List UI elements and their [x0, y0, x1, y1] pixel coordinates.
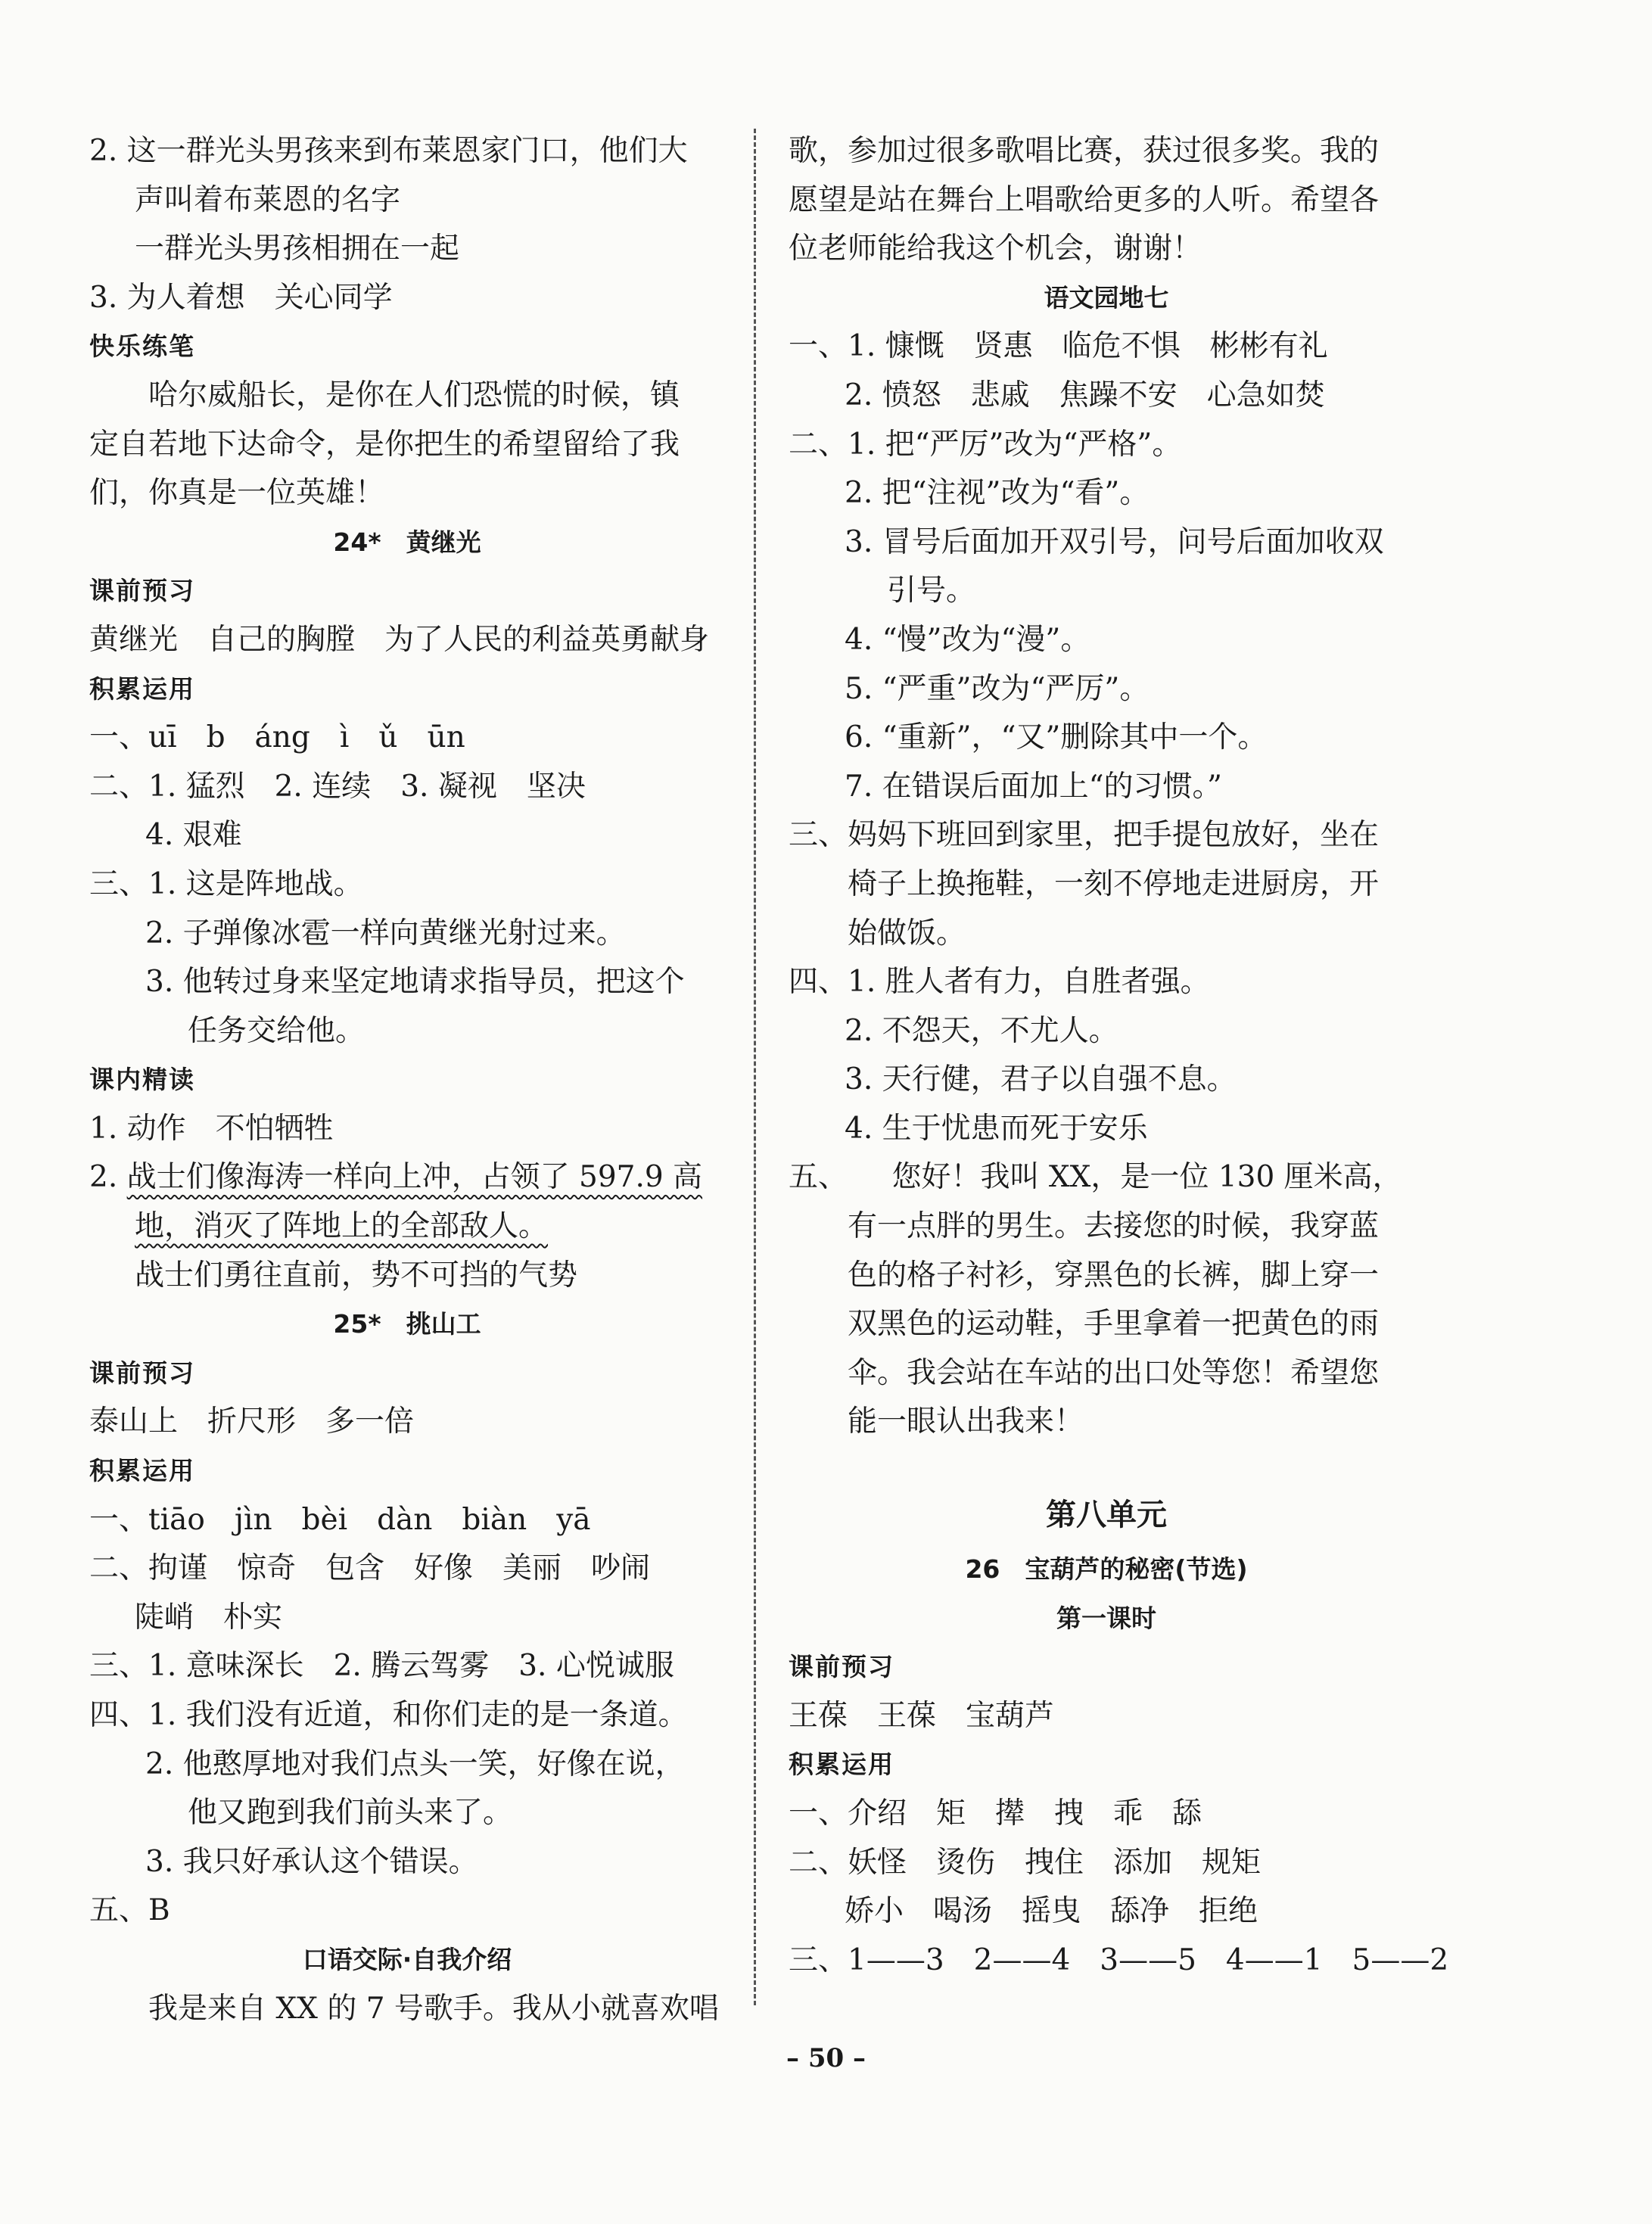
section-title: 语文园地七: [1044, 282, 1169, 313]
text-line: 歌，参加过很多歌唱比赛，获过很多奖。我的: [789, 134, 1380, 168]
text-line: 引号。: [887, 574, 976, 608]
text-line: 三、1. 这是阵地战。: [89, 866, 363, 901]
page-number: – 50 –: [786, 2043, 866, 2073]
column-divider: [754, 129, 756, 2005]
text-line: 4. 生于忧患而死于安乐: [845, 1111, 1148, 1146]
text-line: 王葆 王葆 宝葫芦: [789, 1698, 1055, 1733]
text-line: 我是来自 XX 的 7 号歌手。我从小就喜欢唱: [148, 1991, 719, 2026]
text-line: 们，你真是一位英雄！: [89, 476, 385, 511]
text-line: 6. “重新”，“又”删除其中一个。: [845, 720, 1268, 755]
text-line: 一、tiāo jìn bèi dàn biàn yā: [89, 1502, 591, 1537]
text-line: 四、1. 我们没有近道，和你们走的是一条道。: [89, 1698, 688, 1732]
text-line: 他又跑到我们前头来了。: [188, 1796, 513, 1831]
text-line: 定自若地下达命令，是你把生的希望留给了我: [89, 427, 680, 462]
text-line: [89, 1202, 725, 1252]
text-line: 一群光头男孩相拥在一起: [135, 232, 460, 266]
lesson-title: 26 宝葫芦的秘密(节选): [965, 1554, 1248, 1585]
section-title: 口语交际·自我介绍: [302, 1944, 512, 1974]
section-label: 课前预习: [789, 1652, 894, 1682]
text-line: 一、1. 慷慨 贤惠 临危不惧 彬彬有礼: [789, 329, 1328, 364]
spacer: [789, 1447, 1424, 1477]
text-line: 4. “慢”改为“漫”。: [845, 622, 1090, 657]
text-line: 战士们勇往直前，势不可挡的气势: [135, 1258, 578, 1292]
item-number: 2.: [89, 1160, 127, 1195]
unit-title: 第八单元: [1046, 1498, 1167, 1533]
underlined-answer: 地，消灭了阵地上的全部敌人。: [135, 1209, 549, 1244]
text-line: 有一点胖的男生。去接您的时候，我穿蓝: [848, 1209, 1380, 1244]
lesson-title: 24* 黄继光: [333, 527, 481, 557]
text-line: 3. 冒号后面加开双引号，问号后面加收双: [845, 524, 1384, 559]
section-label: 积累运用: [789, 1750, 894, 1780]
text-line: 7. 在错误后面加上“的习惯。”: [845, 769, 1222, 804]
section-label: 积累运用: [89, 1456, 195, 1486]
text-line: 2. 愤怒 悲戚 焦躁不安 心急如焚: [845, 378, 1325, 412]
underlined-answer: 战士们像海涛一样向上冲，占领了 597.9 高: [126, 1160, 703, 1195]
text-line: 声叫着布莱恩的名字: [135, 182, 401, 217]
left-column: [89, 127, 725, 2033]
text-line: 椅子上换拖鞋，一刻不停地走进厨房，开: [848, 866, 1380, 901]
text-line: 五、 您好！我叫 XX，是一位 130 厘米高，: [789, 1160, 1402, 1195]
text-line: 三、1——3 2——4 3——5 4——1 5——2: [789, 1943, 1449, 1977]
text-line: 色的格子衬衫，穿黑色的长裤，脚上穿一: [848, 1258, 1380, 1292]
section-label: 课前预习: [89, 1358, 195, 1388]
text-line: 2. 把“注视”改为“看”。: [845, 476, 1150, 511]
section-label: 课内精读: [89, 1065, 195, 1095]
text-line: 陡峭 朴实: [135, 1600, 283, 1635]
text-line: 任务交给他。: [188, 1013, 366, 1048]
lesson-subtitle: 第一课时: [1056, 1603, 1156, 1633]
text-line: 二、1. 把“严厉”改为“严格”。: [789, 427, 1182, 462]
text-line: 5. “严重”改为“严厉”。: [845, 671, 1150, 706]
text-line: 四、1. 胜人者有力，自胜者强。: [789, 965, 1210, 1000]
text-line: 位老师能给我这个机会，谢谢！: [789, 232, 1202, 266]
text-line: 3. 我只好承认这个错误。: [145, 1844, 478, 1879]
text-line: 2. 他憨厚地对我们点头一笑，好像在说，: [145, 1747, 685, 1781]
text-line: 二、1. 猛烈 2. 连续 3. 凝视 坚决: [89, 769, 586, 804]
text-line: 伞。我会站在车站的出口处等您！希望您: [848, 1355, 1380, 1390]
section-label: 快乐练笔: [89, 331, 195, 362]
text-line: [89, 1153, 725, 1202]
lesson-title: 25* 挑山工: [333, 1309, 481, 1339]
text-line: 3. 他转过身来坚定地请求指导员，把这个: [145, 965, 685, 1000]
text-line: 二、妖怪 烫伤 拽住 添加 规矩: [789, 1845, 1262, 1880]
text-line: 三、1. 意味深长 2. 腾云驾雾 3. 心悦诚服: [89, 1649, 674, 1684]
text-line: 2. 子弹像冰雹一样向黄继光射过来。: [145, 916, 626, 950]
text-line: 三、妈妈下班回到家里，把手提包放好，坐在: [789, 818, 1380, 853]
text-line: 始做饭。: [848, 916, 966, 950]
text-line: 愿望是站在舞台上唱歌给更多的人听。希望各: [789, 182, 1380, 217]
text-line: 2. 这一群光头男孩来到布莱恩家门口，他们大: [89, 134, 688, 168]
text-line: 2. 不怨天，不尤人。: [845, 1013, 1118, 1048]
text-line: 3. 为人着想 关心同学: [89, 280, 393, 315]
text-line: 五、B: [89, 1893, 170, 1928]
text-line: 3. 天行健，君子以自强不息。: [845, 1062, 1237, 1097]
text-line: 能一眼认出我来！: [848, 1404, 1084, 1439]
section-label: 积累运用: [89, 673, 195, 704]
text-line: 4. 艰难: [145, 818, 242, 853]
text-line: 泰山上 折尺形 多一倍: [89, 1404, 415, 1439]
text-line: 娇小 喝汤 摇曳 舔净 拒绝: [845, 1894, 1258, 1929]
text-line: 一、介绍 矩 撵 拽 乖 舔: [789, 1796, 1202, 1831]
text-line: 1. 动作 不怕牺牲: [89, 1111, 334, 1146]
section-label: 课前预习: [89, 576, 195, 606]
text-line: 一、uī b áng ì ǔ ūn: [89, 720, 465, 755]
right-column: [789, 127, 1449, 1985]
text-line: 双黑色的运动鞋，手里拿着一把黄色的雨: [848, 1307, 1380, 1342]
text-line: 黄继光 自己的胸膛 为了人民的利益英勇献身: [89, 622, 710, 657]
text-line: 二、拘谨 惊奇 包含 好像 美丽 吵闹: [89, 1551, 651, 1586]
text-line: 哈尔威船长，是你在人们恐慌的时候，镇: [148, 378, 680, 412]
